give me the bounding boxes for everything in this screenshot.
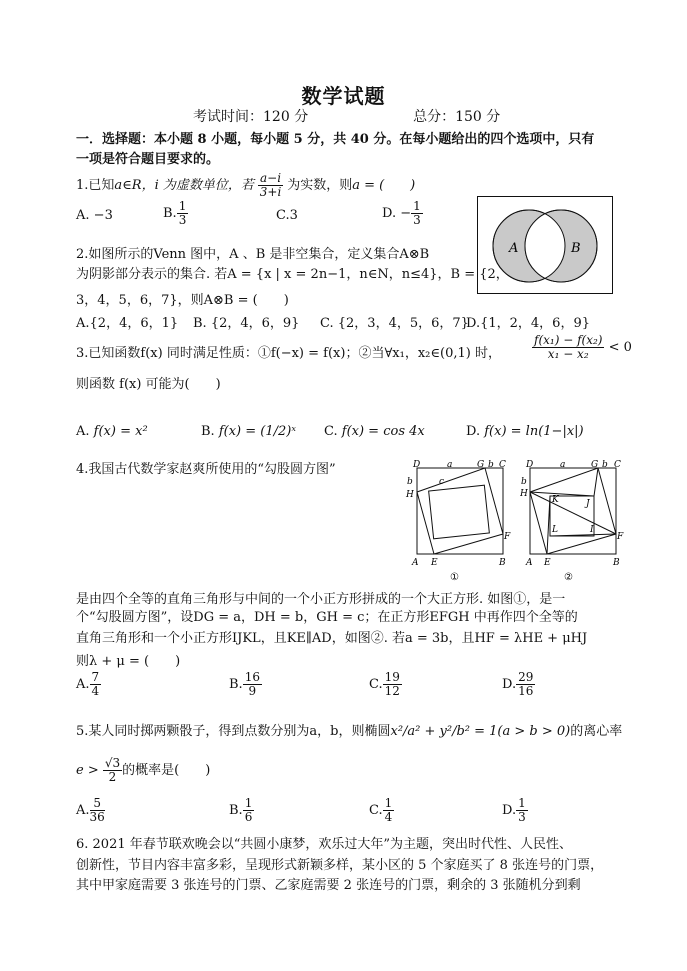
q4-line3: 个“勾股圆方图”，设DG = a，DH = b，GH = c；在正方形EFGH 中再作四个全等的	[76, 610, 578, 625]
q2-line2: 为阴影部分表示的集合. 若A = {x | x = 2n−1，n∈N，n≤4}，B = {2，	[76, 267, 509, 282]
label-d: D	[413, 460, 421, 470]
q1-frac-den: 3+i	[259, 185, 282, 199]
option-fraction	[411, 200, 423, 227]
label-l: L	[552, 525, 558, 535]
option-fraction	[243, 797, 255, 824]
q2-option-c[interactable]	[320, 312, 469, 331]
option-fraction	[177, 200, 189, 227]
frac-num: 1	[244, 796, 253, 810]
pythagoras-figure-1	[403, 458, 515, 584]
q4-line1: 4.我国古代数学家赵爽所使用的“勾股圆方图”	[76, 462, 336, 477]
option-fraction	[516, 671, 535, 698]
option-value: {1，2，4，6，9}	[480, 316, 590, 331]
frac-num: 1	[413, 199, 421, 213]
label-c-upper: C	[614, 460, 621, 470]
option-value: {2，4，6，9}	[210, 316, 300, 331]
pythagoras-figure-2	[520, 458, 632, 584]
label-b-side: b	[521, 477, 527, 487]
q1-stem-b: a∈R，i 为虚数单位，若	[114, 178, 254, 193]
option-label: C.	[320, 316, 334, 331]
q1-option-a[interactable]	[76, 208, 113, 223]
label-b-small: b	[488, 460, 494, 470]
label-e: E	[544, 558, 551, 568]
frac-den: 4	[384, 810, 393, 824]
option-value: f(x) = cos 4x	[341, 424, 425, 439]
q1-option-c[interactable]	[276, 208, 298, 223]
option-label: C.	[324, 424, 338, 439]
option-label: A.	[76, 208, 90, 223]
q1-stem-d: a = ( )	[352, 178, 416, 193]
q4-line2: 是由四个全等的直角三角形与中间的一个小正方形拼成的一个大正方形. 如图①，是一	[76, 592, 566, 607]
q1-stem-a: 1.已知	[76, 178, 115, 193]
q3-option-b[interactable]	[201, 424, 296, 439]
time-value: 120	[263, 109, 290, 125]
q4-option-c[interactable]	[369, 671, 402, 698]
option-label: C.	[369, 677, 383, 692]
q5-option-d[interactable]	[502, 797, 528, 824]
label-b-small: b	[602, 460, 608, 470]
frac-num: 5	[90, 797, 105, 811]
frac-num: √3	[104, 756, 121, 770]
score-unit: 分	[486, 109, 501, 125]
q5-line2-b: 的概率是( )	[122, 763, 211, 778]
q3-option-d[interactable]	[466, 424, 584, 439]
frac-den: 2	[108, 770, 117, 784]
q6-line2: 创新性，节目内容丰富多彩，呈现形式新颖多样，某小区的 5 个家庭买了 8 张连号的门票，	[76, 858, 604, 873]
option-label: B.	[229, 677, 243, 692]
frac-sign: −	[400, 206, 412, 221]
label-a: A	[526, 558, 533, 568]
frac-den: 12	[384, 684, 400, 698]
option-label: B.	[201, 424, 215, 439]
frac-den: 4	[91, 684, 100, 698]
frac-den: 6	[244, 810, 253, 824]
option-label: D.	[382, 206, 397, 221]
label-a: A	[412, 558, 419, 568]
option-label: D.	[502, 677, 517, 692]
option-label: B.	[229, 803, 243, 818]
label-h: H	[406, 490, 414, 500]
label-g: G	[591, 460, 599, 470]
q6-line3: 其中甲家庭需要 3 张连号的门票、乙家庭需要 2 张连号的门票，剩余的 3 张随机分到剩	[76, 878, 581, 893]
option-label: A.	[76, 316, 90, 331]
option-value: −3	[93, 208, 113, 223]
q2-option-d[interactable]	[466, 312, 590, 331]
label-c-upper: C	[499, 460, 506, 470]
frac-num: 1	[518, 796, 526, 810]
q4-option-b[interactable]	[229, 671, 262, 698]
q1-stem	[76, 172, 415, 199]
label-c-small: c	[439, 477, 445, 487]
q1-option-b[interactable]	[163, 200, 188, 227]
option-value: f(x) = (1/2)ˣ	[218, 424, 296, 439]
q3-line2: 则函数 f(x) 可能为( )	[76, 377, 221, 392]
label-f: F	[617, 532, 624, 542]
frac-den: 3	[413, 213, 421, 227]
option-fraction	[383, 671, 402, 698]
venn-label-b: B	[571, 241, 581, 256]
q3-inequality	[532, 334, 632, 361]
label-e: E	[431, 558, 438, 568]
option-value: f(x) = x²	[93, 424, 148, 439]
label-d: D	[526, 460, 534, 470]
q1-stem-c: 为实数，则	[287, 178, 353, 193]
frac-den: 16	[518, 684, 534, 698]
label-k: K	[552, 495, 559, 505]
q1-option-d[interactable]	[382, 200, 423, 227]
option-fraction	[90, 797, 105, 824]
frac-num: 1	[178, 199, 187, 213]
q1-fraction	[258, 172, 283, 199]
label-b: B	[499, 558, 506, 568]
option-value: 3	[289, 208, 298, 223]
q5-line1	[76, 720, 622, 739]
frac-den: 36	[89, 810, 105, 824]
q3-option-c[interactable]	[324, 424, 425, 439]
option-value: {2，3，4，5，6，7}	[337, 316, 469, 331]
q5-line1-b: 的离心率	[570, 724, 623, 739]
q2-option-b[interactable]	[193, 312, 299, 331]
option-label: D.	[466, 316, 481, 331]
q3-line1: 3.已知函数f(x) 同时满足性质：①f(−x) = f(x)；②当∀x₁，x₂∈(0,1) 时，	[76, 346, 501, 361]
option-label: B.	[163, 206, 177, 221]
option-label: C.	[369, 803, 383, 818]
label-a-small: a	[560, 460, 566, 470]
frac-num: 1	[384, 796, 393, 810]
label-b: B	[613, 558, 620, 568]
option-fraction	[90, 671, 102, 698]
q5-line2	[76, 757, 210, 784]
q1-frac-num: a−i	[260, 171, 282, 185]
q4-option-d[interactable]	[502, 671, 535, 698]
q6-line1: 6. 2021 年春节联欢晚会以“共圆小康梦，欢乐过大年”为主题，突出时代性、人民性、	[76, 837, 573, 852]
frac-num: 19	[384, 670, 400, 684]
q5-line1-a: 5.某人同时掷两颗骰子，得到点数分别为a，b，则椭圆	[76, 724, 391, 739]
page-title: 数学试题	[301, 84, 386, 108]
score-label: 总分：	[413, 109, 456, 125]
option-value: {2，4，6，1}	[89, 316, 179, 331]
fig1-caption: ①	[450, 572, 459, 583]
label-b-side: b	[407, 477, 413, 487]
q4-line5: 则λ + μ = ( )	[76, 654, 181, 669]
option-fraction	[516, 797, 528, 824]
q2-line3: 3，4，5，6，7}，则A⊗B = ( )	[76, 293, 289, 308]
option-fraction	[383, 797, 395, 824]
section-heading-line2: 一项是符合题目要求的。	[76, 152, 220, 167]
q5-ellipse: x²/a² + y²/b² = 1(a > b > 0)	[390, 724, 571, 739]
option-value: f(x) = ln(1−|x|)	[484, 424, 584, 439]
q3-fraction	[532, 334, 604, 361]
q5-sqrt-fraction	[103, 757, 122, 784]
option-label: D.	[502, 803, 517, 818]
frac-num: f(x₁) − f(x₂)	[534, 333, 603, 347]
q4-option-a[interactable]	[76, 671, 101, 698]
option-label: D.	[466, 424, 481, 439]
time-label: 考试时间：	[193, 109, 263, 125]
q5-option-c[interactable]	[369, 797, 394, 824]
q5-option-a[interactable]	[76, 797, 105, 824]
option-label: C.	[276, 208, 290, 223]
option-label: A.	[76, 677, 90, 692]
score-value: 150	[455, 109, 482, 125]
frac-num: 16	[244, 670, 260, 684]
frac-num: 29	[518, 670, 534, 684]
q4-line4: 直角三角形和一个小正方形IJKL，且KE∥AD，如图②. 若a = 3b，且HF = λHE + μHJ	[76, 631, 588, 646]
frac-den: 3	[518, 810, 526, 824]
q2-line1: 2.如图所示的Venn 图中，A 、B 是非空集合，定义集合A⊗B	[76, 247, 430, 262]
label-a-small: a	[447, 460, 453, 470]
frac-den: 3	[178, 213, 187, 227]
option-fraction	[243, 671, 262, 698]
label-i: I	[590, 525, 594, 535]
venn-label-a: A	[509, 241, 519, 256]
label-h: H	[520, 489, 528, 499]
frac-den: 9	[248, 684, 257, 698]
option-label: A.	[76, 424, 90, 439]
label-j: J	[586, 499, 590, 509]
section-heading-line1: 一．选择题：本小题 8 小题，每小题 5 分，共 40 分。在每小题给出的四个选项中，只有	[76, 132, 595, 147]
option-label: A.	[76, 803, 90, 818]
option-label: B.	[193, 316, 207, 331]
time-unit: 分	[294, 109, 309, 125]
q3-option-a[interactable]	[76, 424, 148, 439]
q2-option-a[interactable]	[76, 312, 178, 331]
label-g: G	[477, 460, 485, 470]
frac-num: 7	[91, 670, 100, 684]
q5-option-b[interactable]	[229, 797, 254, 824]
q5-e: e >	[76, 763, 103, 778]
frac-den: x₁ − x₂	[547, 347, 589, 361]
q3-ineq: < 0	[608, 340, 632, 355]
exam-info	[193, 106, 500, 126]
fig2-caption: ②	[564, 572, 573, 583]
label-f: F	[504, 532, 511, 542]
